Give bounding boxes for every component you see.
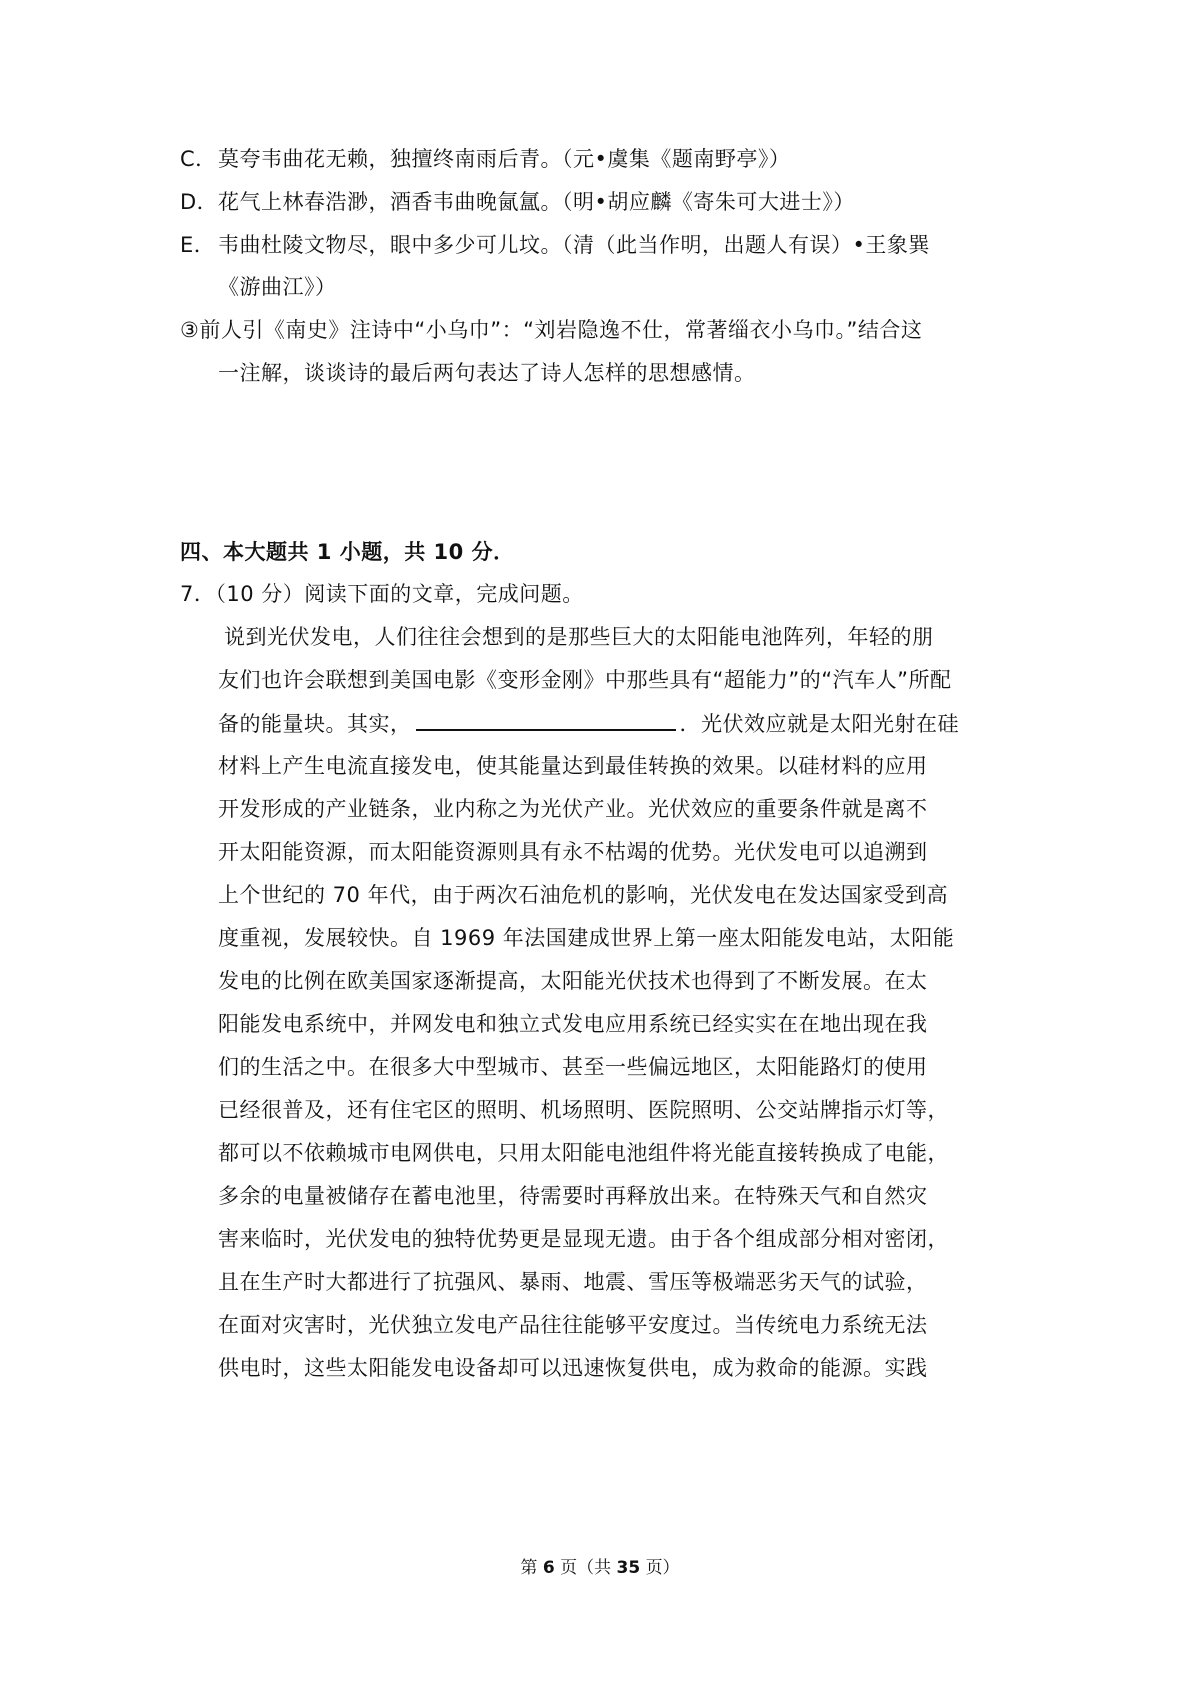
option-d bbox=[180, 188, 1040, 216]
passage-line: 且在生产时大都进行了抗强风、暴雨、地震、雪压等极端恶劣天气的试验， bbox=[218, 1270, 928, 1294]
passage-line: 阳能发电系统中，并网发电和独立式发电应用系统已经实实在在地出现在我 bbox=[218, 1012, 928, 1036]
fill-in-blank[interactable] bbox=[416, 709, 676, 731]
passage-line: 度重视，发展较快。自 1969 年法国建成世界上第一座太阳能发电站，太阳能 bbox=[218, 926, 955, 950]
passage-text: 备的能量块。其实， bbox=[218, 712, 412, 736]
passage-line: 多余的电量被储存在蓄电池里，待需要时再释放出来。在特殊天气和自然灾 bbox=[218, 1184, 928, 1208]
option-e-continued bbox=[218, 273, 1040, 301]
page-footer bbox=[0, 1557, 1200, 1579]
passage-line-with-blank bbox=[218, 709, 1040, 738]
footer-middle: 页（共 bbox=[560, 1558, 612, 1578]
option-text: 韦曲杜陵文物尽，眼中多少可儿坟。（清（此当作明，出题人有误）•王象巽 bbox=[218, 233, 930, 257]
footer-suffix: 页） bbox=[645, 1558, 680, 1578]
passage-line: 材料上产生电流直接发电，使其能量达到最佳转换的效果。以硅材料的应用 bbox=[218, 754, 928, 778]
section-title: 四、本大题共 1 小题，共 10 分． bbox=[180, 540, 515, 564]
option-text: 莫夸韦曲花无赖，独擅终南雨后青。（元•虞集《题南野亭》） bbox=[218, 147, 791, 171]
option-label: D． bbox=[180, 190, 219, 214]
option-text: 花气上林春浩渺，酒香韦曲晚氤氲。（明•胡应麟《寄朱可大进士》） bbox=[218, 190, 855, 214]
option-e bbox=[180, 231, 1040, 259]
question-3-line-2: 一注解，谈谈诗的最后两句表达了诗人怎样的思想感情。 bbox=[218, 361, 756, 385]
option-label: C． bbox=[180, 147, 217, 171]
passage-line: 友们也许会联想到美国电影《变形金刚》中那些具有“超能力”的“汽车人”所配 bbox=[218, 668, 952, 692]
passage-line: 害来临时，光伏发电的独特优势更是显现无遗。由于各个组成部分相对密闭， bbox=[218, 1227, 949, 1251]
passage-line: 已经很普及，还有住宅区的照明、机场照明、医院照明、公交站牌指示灯等， bbox=[218, 1098, 949, 1122]
passage-line: 开发形成的产业链条，业内称之为光伏产业。光伏效应的重要条件就是离不 bbox=[218, 797, 928, 821]
passage-line: 在面对灾害时，光伏独立发电产品往往能够平安度过。当传统电力系统无法 bbox=[218, 1313, 928, 1337]
passage-text: ．光伏效应就是太阳光射在硅 bbox=[679, 712, 959, 736]
footer-prefix: 第 bbox=[520, 1558, 538, 1578]
passage-line: 说到光伏发电，人们往往会想到的是那些巨大的太阳能电池阵列，年轻的朋 bbox=[224, 625, 934, 649]
passage-line: 上个世纪的 70 年代，由于两次石油危机的影响，光伏发电在发达国家受到高 bbox=[218, 883, 949, 907]
option-label: E． bbox=[180, 233, 216, 257]
passage-line: 们的生活之中。在很多大中型城市、甚至一些偏远地区，太阳能路灯的使用 bbox=[218, 1055, 928, 1079]
total-pages: 35 bbox=[616, 1558, 641, 1578]
passage-line: 供电时，这些太阳能发电设备却可以迅速恢复供电，成为救命的能源。实践 bbox=[218, 1356, 928, 1380]
question-3-line-1: ③前人引《南史》注诗中“小乌巾”：“刘岩隐逸不仕，常著缁衣小乌巾。”结合这 bbox=[180, 318, 923, 342]
passage-line: 开太阳能资源，而太阳能资源则具有永不枯竭的优势。光伏发电可以追溯到 bbox=[218, 840, 928, 864]
option-c bbox=[180, 145, 1040, 173]
page-number: 6 bbox=[542, 1558, 555, 1578]
option-text: 《游曲江》） bbox=[218, 275, 337, 299]
passage-line: 发电的比例在欧美国家逐渐提高，太阳能光伏技术也得到了不断发展。在太 bbox=[218, 969, 928, 993]
question-7-header: 7．（10 分）阅读下面的文章，完成问题。 bbox=[180, 582, 584, 606]
passage-line: 都可以不依赖城市电网供电，只用太阳能电池组件将光能直接转换成了电能， bbox=[218, 1141, 949, 1165]
